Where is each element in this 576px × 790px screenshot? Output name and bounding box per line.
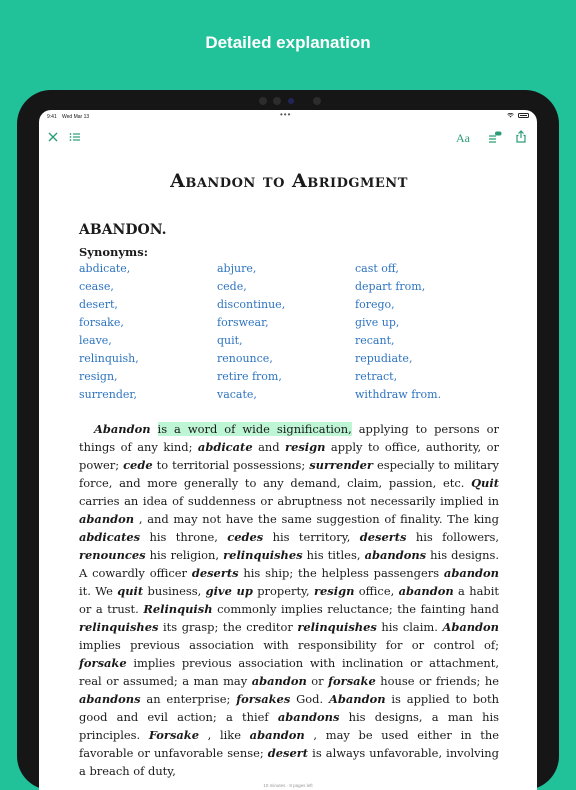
status-bar xyxy=(39,110,537,125)
keyword: abandon xyxy=(79,512,135,526)
font-settings-icon[interactable]: Aa xyxy=(456,131,470,145)
keyword: abandon xyxy=(251,674,307,688)
text-run: carries an idea of suddenness or abruptness not necessarily implied in xyxy=(79,494,499,508)
text-run: his followers, xyxy=(406,530,499,544)
keyword: abdicates xyxy=(79,530,141,544)
keyword: forsakes xyxy=(236,692,291,706)
synonym-link[interactable]: cede, xyxy=(217,280,247,293)
synonym-link[interactable]: forsake, xyxy=(79,316,124,329)
keyword: resign xyxy=(285,440,326,454)
keyword: deserts xyxy=(359,530,407,544)
keyword: abdicate xyxy=(197,440,253,454)
text-run: , and may not have the same suggestion of finality. The king xyxy=(134,512,499,526)
text-run: its grasp; the creditor xyxy=(158,620,298,634)
synonym-link[interactable]: renounce, xyxy=(217,352,273,365)
keyword: Abandon xyxy=(94,422,151,436)
synonyms-label: Synonyms: xyxy=(79,245,148,259)
keyword: Relinquish xyxy=(143,602,213,616)
synonym-link[interactable]: repudiate, xyxy=(355,352,413,365)
text-run: , like xyxy=(199,728,250,742)
text-run: his territory, xyxy=(263,530,360,544)
text-run: business, xyxy=(143,584,206,598)
keyword: Forsake xyxy=(148,728,200,742)
keyword: abandon xyxy=(443,566,499,580)
synonym-link[interactable]: cease, xyxy=(79,280,114,293)
reader-screen xyxy=(39,110,537,790)
synonym-link[interactable]: withdraw from. xyxy=(355,388,442,401)
highlighted-text[interactable]: is a word of wide signification, xyxy=(157,422,352,436)
synonym-link[interactable]: recant, xyxy=(355,334,395,347)
text-run: , may be used either in the favorable or unfavorable sense; xyxy=(79,728,499,760)
text-run: is always unfavorable, involving a breach of duty, xyxy=(79,746,499,778)
status-time: 9:41 xyxy=(47,114,57,120)
keyword: relinquishes xyxy=(297,620,377,634)
status-date: Wed Mar 13 xyxy=(62,114,90,120)
keyword: renounces xyxy=(79,548,146,562)
text-run: an enterprise; xyxy=(140,692,237,706)
keyword: Quit xyxy=(471,476,499,490)
synonyms-list xyxy=(79,260,499,404)
keyword: cedes xyxy=(227,530,264,544)
synonym-link[interactable]: abjure, xyxy=(217,262,257,275)
notes-icon[interactable] xyxy=(487,130,503,146)
keyword: desert xyxy=(267,746,309,760)
text-run: his titles, xyxy=(302,548,365,562)
ipad-frame xyxy=(17,90,559,790)
text-run: property, xyxy=(252,584,314,598)
camera-lens xyxy=(288,98,294,104)
book-content xyxy=(79,170,499,790)
text-run: or xyxy=(306,674,329,688)
text-run: his claim. xyxy=(376,620,443,634)
text-run: applying to persons or things of any kind; xyxy=(79,422,499,454)
battery-icon xyxy=(518,113,529,118)
synonym-link[interactable]: forego, xyxy=(355,298,395,311)
text-run: house or friends; he xyxy=(375,674,500,688)
keyword: cede xyxy=(123,458,153,472)
synonym-link[interactable]: quit, xyxy=(217,334,243,347)
keyword: abandons xyxy=(79,692,141,706)
synonym-link[interactable]: vacate, xyxy=(217,388,257,401)
text-run: his ship; the helpless passengers xyxy=(238,566,444,580)
promo-headline: Detailed explanation xyxy=(205,33,371,52)
synonym-link[interactable]: discontinue, xyxy=(217,298,286,311)
text-run: to territorial possessions; xyxy=(152,458,310,472)
synonym-link[interactable]: give up, xyxy=(355,316,400,329)
synonym-link[interactable]: depart from, xyxy=(355,280,426,293)
table-of-contents-icon[interactable] xyxy=(67,130,83,146)
synonym-link[interactable]: abdicate, xyxy=(79,262,131,275)
text-run: God. xyxy=(290,692,329,706)
camera-bar xyxy=(247,97,337,105)
text-run: implies previous association with responsibility for or control of; xyxy=(79,638,499,652)
text-run: and xyxy=(252,440,286,454)
keyword: forsake xyxy=(328,674,376,688)
keyword: surrender xyxy=(309,458,373,472)
text-run: it. We xyxy=(79,584,118,598)
synonym-link[interactable]: cast off, xyxy=(355,262,399,275)
keyword: quit xyxy=(117,584,144,598)
text-run: a habit or a trust. xyxy=(79,584,499,616)
text-run: implies previous association with inclination or attachment, real or assumed; a man may xyxy=(79,656,499,688)
text-run: especially to military force, and more generally to any demand, claim, passion, etc. xyxy=(79,458,499,490)
text-run: his throne, xyxy=(140,530,228,544)
keyword: abandon xyxy=(249,728,305,742)
text-run: apply to office, authority, or power; xyxy=(79,440,499,472)
sensor-dot xyxy=(313,97,321,105)
keyword: deserts xyxy=(191,566,239,580)
keyword: abandon xyxy=(398,584,454,598)
sensor-dot xyxy=(273,97,281,105)
synonym-link[interactable]: surrender, xyxy=(79,388,137,401)
keyword: Abandon xyxy=(328,692,386,706)
text-run: is applied to both good and evil action; a thief xyxy=(79,692,500,724)
close-icon[interactable] xyxy=(45,130,61,146)
keyword: resign xyxy=(314,584,355,598)
wifi-icon xyxy=(507,113,514,118)
sensor-dot xyxy=(259,97,267,105)
synonym-link[interactable]: leave, xyxy=(79,334,112,347)
keyword: give up xyxy=(205,584,253,598)
share-icon[interactable] xyxy=(513,130,529,146)
keyword: abandons xyxy=(277,710,340,724)
synonym-link[interactable]: desert, xyxy=(79,298,118,311)
reading-progress: 10 minutes · 8 pages left xyxy=(263,783,313,788)
text-run: office, xyxy=(354,584,399,598)
text-run: commonly implies reluctance; the fainting hand xyxy=(212,602,499,616)
synonym-link[interactable]: resign, xyxy=(79,370,118,383)
keyword: forsake xyxy=(79,656,127,670)
keyword: Abandon xyxy=(442,620,499,634)
text-run: his religion, xyxy=(145,548,224,562)
entry-headword: ABANDON. xyxy=(79,222,167,238)
chapter-title: Abandon to Abridgment xyxy=(170,170,408,192)
text-run: his designs. A cowardly officer xyxy=(79,548,499,580)
synonym-link[interactable]: retire from, xyxy=(217,370,282,383)
text-run xyxy=(151,422,158,436)
synonym-link[interactable]: relinquish, xyxy=(79,352,139,365)
keyword: relinquishes xyxy=(79,620,159,634)
keyword: abandons xyxy=(364,548,427,562)
synonym-link[interactable]: forswear, xyxy=(217,316,269,329)
definition-paragraph[interactable] xyxy=(79,420,499,780)
text-run: his designs, a man his principles. xyxy=(79,710,499,742)
synonym-link[interactable]: retract, xyxy=(355,370,398,383)
status-icons xyxy=(507,113,529,118)
keyword: relinquishes xyxy=(223,548,303,562)
reader-toolbar xyxy=(39,130,537,150)
multitasking-dots-icon[interactable]: ••• xyxy=(280,110,292,119)
